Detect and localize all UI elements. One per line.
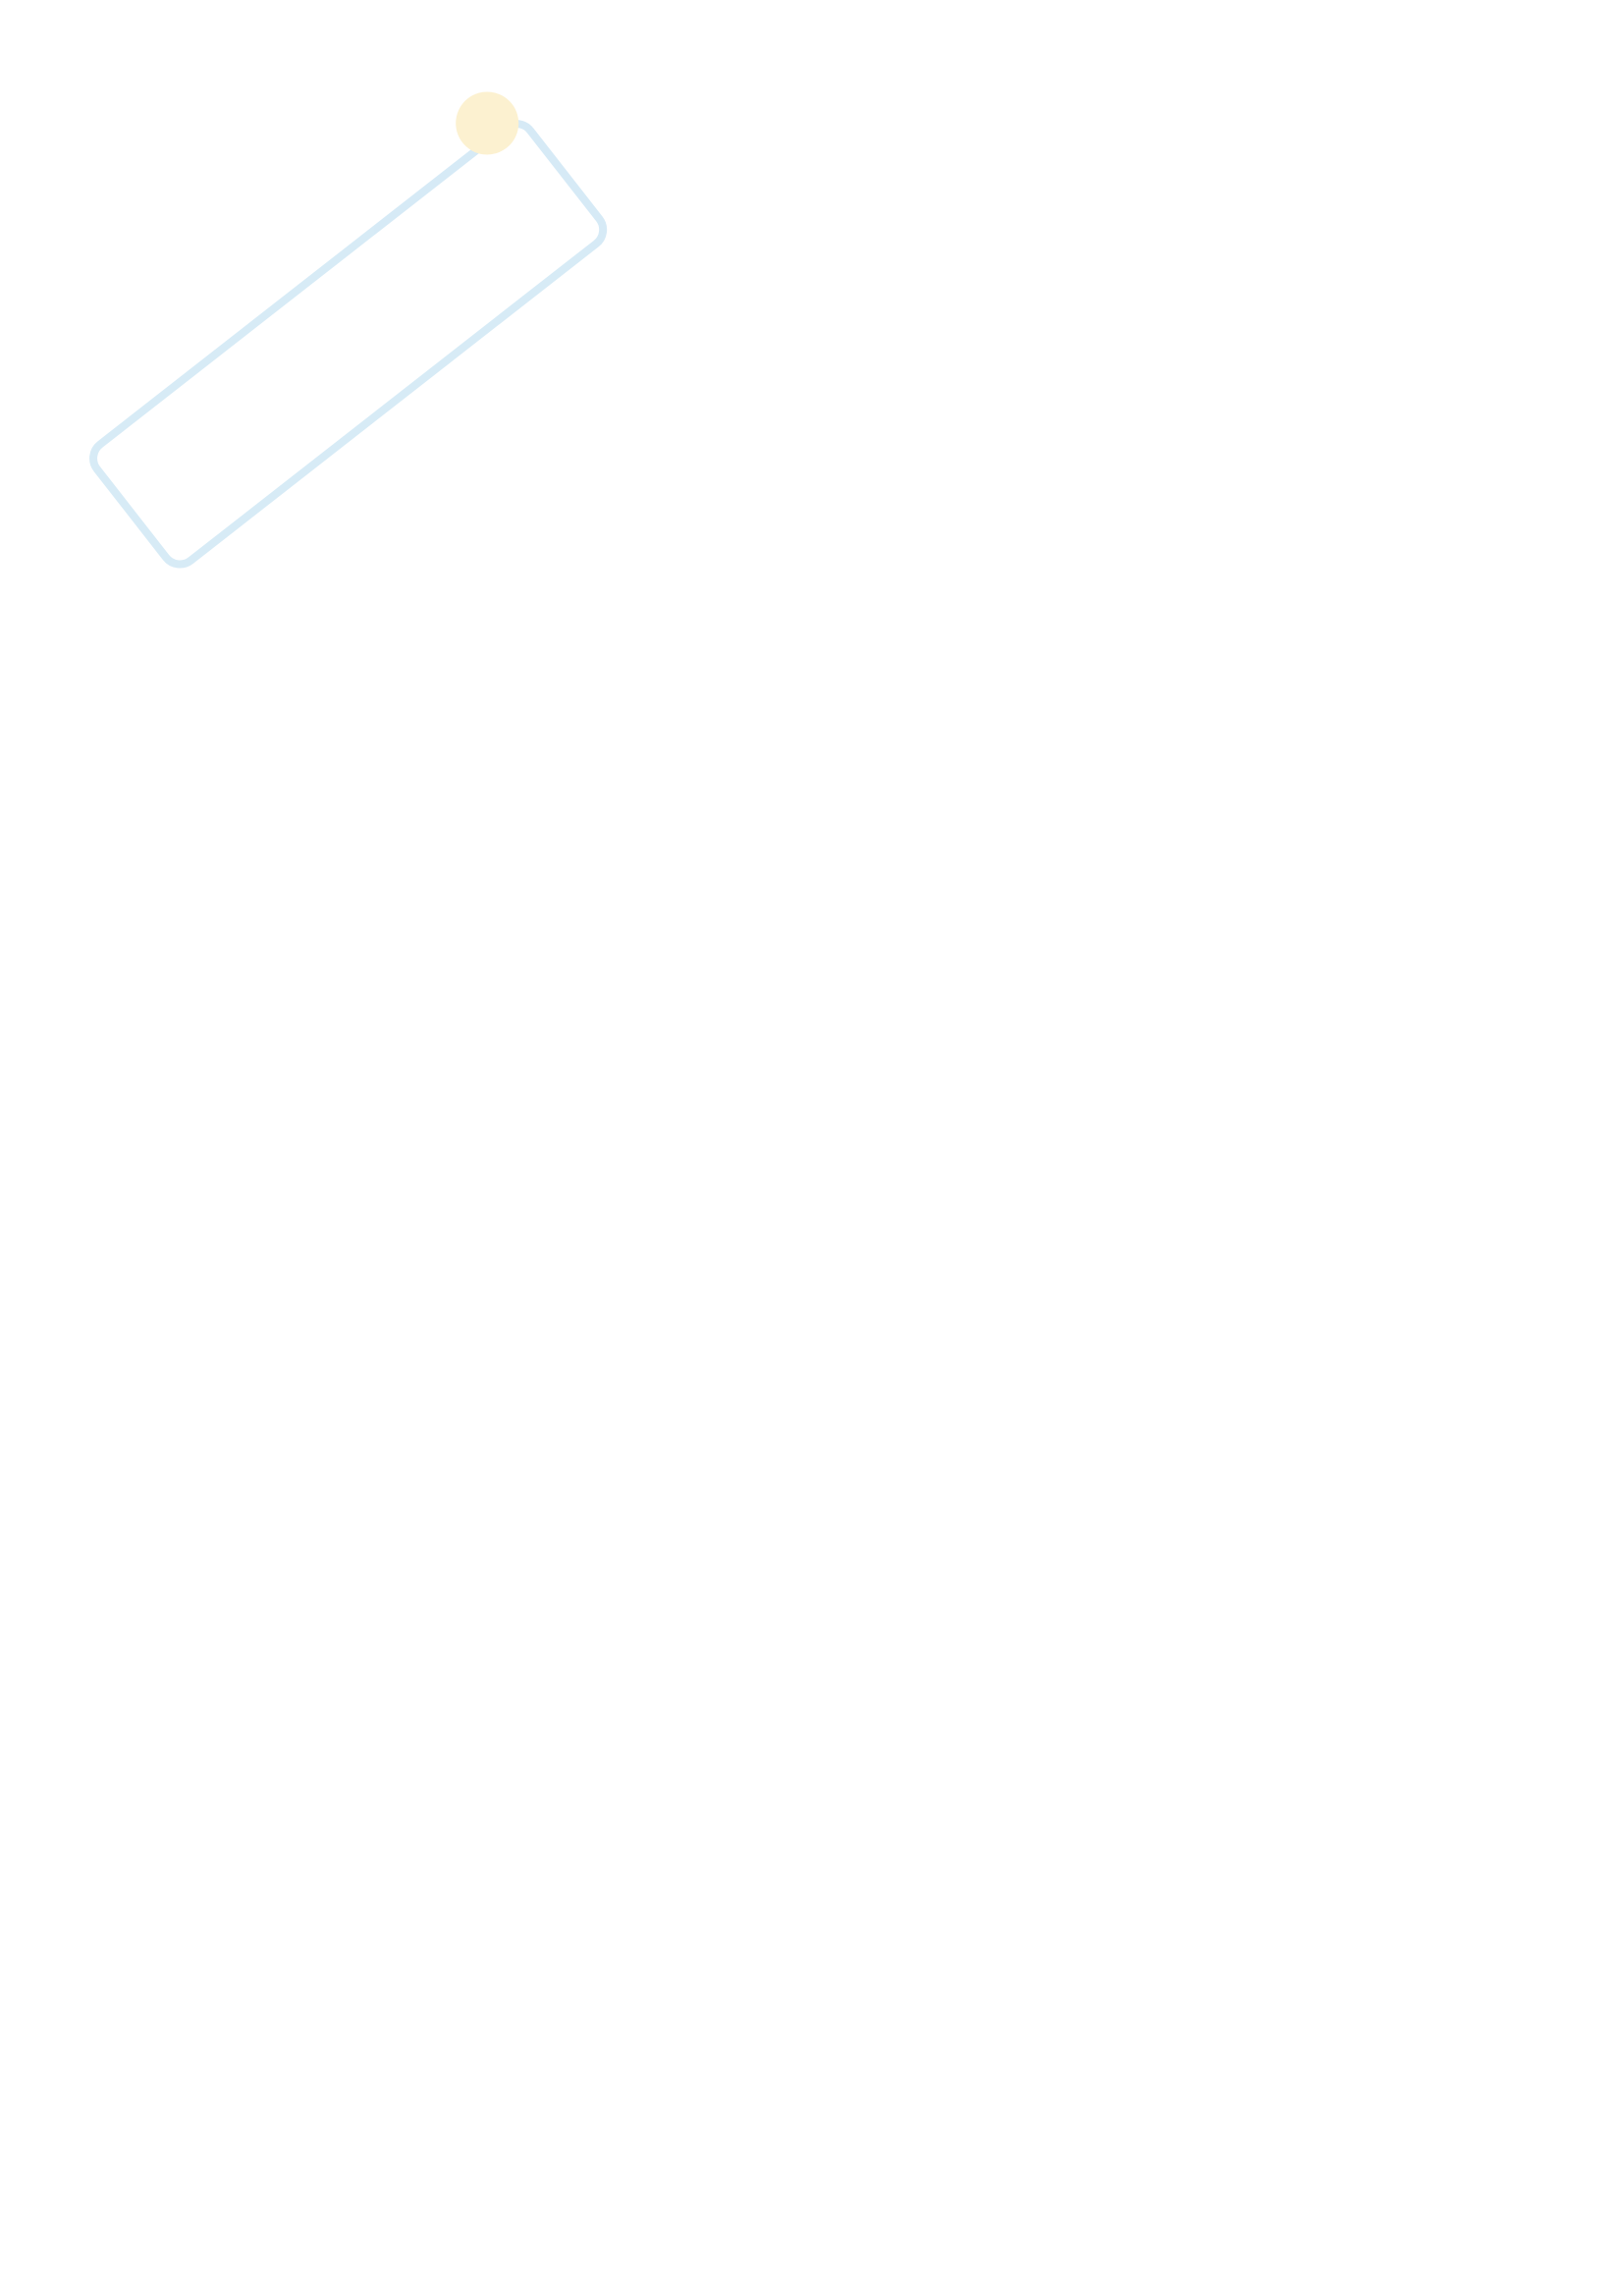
document-page bbox=[157, 145, 1485, 161]
watermark-logo bbox=[20, 39, 707, 648]
